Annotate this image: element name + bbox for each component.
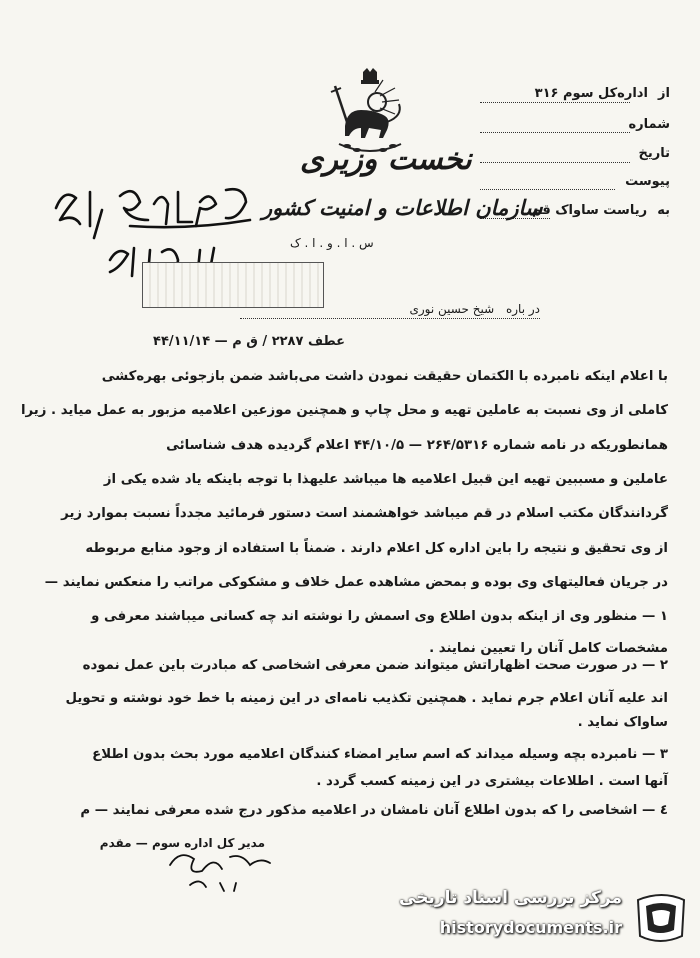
subject-value: شیخ حسین نوری (409, 302, 495, 316)
attachment-field (625, 174, 670, 189)
body-line-6: از وی تحقیق و نتیجه را باین اداره کل اعلام دارند . ضمناً با استفاده از وجود منابع مربوطه (85, 541, 668, 556)
body-line-1: با اعلام اینکه نامبرده با الکتمان حقیقت نمودن داشت می‌باشد ضمن بازجوئی بهره‌کشی (101, 369, 668, 384)
number-dots (480, 132, 630, 133)
body-line-15: ٤ — اشخاصی را که بدون اطلاع آنان نامشان در اعلامیه مذکور درج شده معرفی نمایند — م (80, 803, 668, 818)
body-line-4: عاملین و مسببین تهیه این قبیل اعلامیه ها میباشد علیهذا با توجه باینکه یاد شده یکی از (103, 472, 668, 487)
body-line-11: اند علیه آنان اعلام جرم نماید . همچنین تکذیب نامه‌ای در این زمینه با خط خود نوشته و تحویل (65, 691, 668, 706)
subject-dots (240, 318, 540, 319)
reference-line: عطف ۲۲۸۷ / ق م — ۴۴/۱۱/۱۴ (153, 334, 345, 349)
organization-line1: نخست وزیری (300, 142, 472, 177)
body-line-12: ساواک نماید . (577, 715, 668, 730)
subject-label: در باره (505, 302, 540, 316)
to-field (532, 203, 670, 218)
attachment-dots (480, 189, 615, 190)
from-dots (480, 102, 630, 103)
number-field (628, 117, 670, 132)
date-dots (480, 162, 630, 163)
from-field (535, 86, 670, 101)
from-label: از (658, 86, 670, 101)
from-value: اداره‌کل سوم ۳۱۶ (534, 86, 648, 101)
body-line-7: در جریان فعالیتهای وی بوده و بمحض مشاهده عمل خلاف و مشکوکی مراتب را منعکس نمایند — (44, 575, 668, 590)
date-label: تاریخ (638, 146, 670, 161)
attachment-label: پیوست (625, 174, 670, 189)
body-line-2: کاملی از وی نسبت به عاملین تهیه و محل چاپ و همچنین موزعین اعلامیه مزبور به عمل میاید . زیرا (20, 403, 668, 418)
organization-line2: سازمان اطلاعات و امنیت کشور (262, 195, 543, 220)
body-line-13: ۳ — نامبرده بچه وسیله میداند که اسم سایر امضاء کنندگان اعلامیه مورد بحث بدون اطلاع (92, 747, 668, 762)
watermark (399, 888, 692, 946)
to-label: به (657, 203, 670, 218)
date-field (639, 146, 671, 161)
to-value: ریاست ساواک قم (532, 203, 648, 218)
body-line-9: مشخصات کامل آنان را تعیین نمایند . (429, 641, 668, 656)
watermark-url: historydocuments.ir (439, 918, 622, 937)
body-line-14: آنها است . اطلاعات بیشتری در این زمینه کسب گردد . (316, 774, 668, 789)
stamp-box (142, 262, 324, 308)
body-line-8: ۱ — منظور وی از اینکه بدون اطلاع وی اسمش را نوشته اند چه کسانی میباشند معرفی و (91, 609, 668, 624)
body-line-3: همانطوریکه در نامه شماره ۲۶۴/۵۳۱۶ — ۴۴/۱۰/۵ اعلام گردیده هدف شناسائی (166, 438, 668, 453)
subject-line (409, 302, 540, 316)
watermark-title: مرکز بررسی اسناد تاریخی (399, 888, 622, 908)
body-line-5: گردانندگان مکتب اسلام در قم میباشد خواهشمند است دستور فرمائید مجدداً نسبت بموارد زیر (61, 506, 668, 521)
body-line-10: ۲ — در صورت صحت اظهاراتش میتواند ضمن معرفی اشخاصی که مبادرت باین عمل نموده (82, 658, 668, 673)
number-label: شماره (628, 117, 670, 132)
signature-icon (150, 835, 300, 895)
archive-logo-icon (632, 890, 690, 944)
organization-line3: س . ا . و . ا . ک (290, 236, 374, 250)
signature-title: مدیر کل اداره سوم — مقدم (99, 836, 265, 850)
